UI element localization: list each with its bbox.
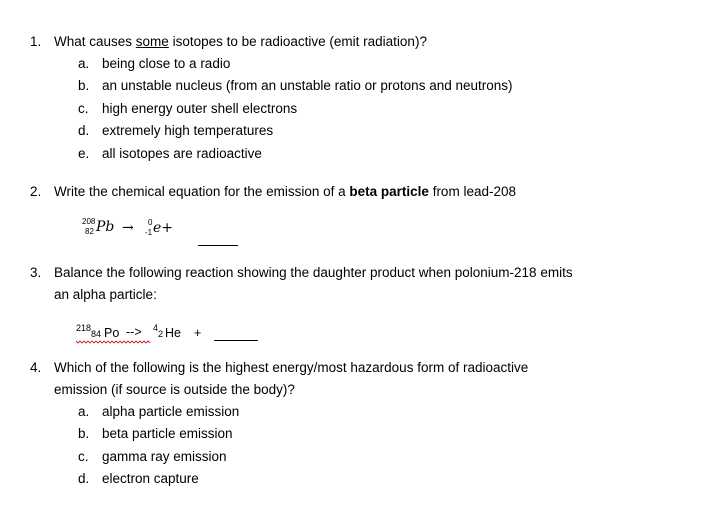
arrow-icon: --> — [126, 325, 142, 339]
question-text: What causes some isotopes to be radioactive (emit radiation)? — [54, 34, 427, 49]
he-symbol: He — [165, 326, 181, 340]
question-1 — [30, 31, 690, 165]
e-charge: -1 — [145, 228, 153, 237]
question-3-stem — [30, 262, 690, 284]
question-number: 2. — [30, 184, 42, 199]
option-b: b. beta particle emission — [78, 426, 233, 442]
option-a: a. being close to a radio — [78, 56, 231, 71]
option-c: c. high energy outer shell electrons — [78, 100, 298, 116]
e-mass-number: 0 — [148, 218, 153, 227]
plus-sign: + — [194, 326, 202, 340]
po-mass-number: 218 — [76, 323, 92, 333]
spellcheck-underline — [76, 340, 150, 344]
question-2-stem — [30, 181, 690, 203]
answer-blank[interactable] — [214, 340, 258, 341]
po-symbol: Po — [104, 326, 120, 340]
option-d: d. electron capture — [78, 471, 199, 487]
po-atomic-number: 84 — [91, 329, 102, 339]
question-4-stem — [30, 357, 690, 379]
pb-symbol: Pb — [96, 219, 115, 235]
question-text: Write the chemical equation for the emission of a beta particle from lead-208 — [54, 184, 516, 199]
he-atomic-number: 2 — [158, 329, 164, 339]
bold-term: beta particle — [349, 184, 429, 199]
question-3 — [30, 262, 690, 306]
question-1-stem — [30, 31, 690, 53]
option-e: e. all isotopes are radioactive — [78, 145, 262, 161]
option-c: c. gamma ray emission — [78, 448, 227, 464]
option-d: d. extremely high temperatures — [78, 123, 274, 139]
he-mass-number: 4 — [153, 323, 159, 333]
question-text: Balance the following reaction showing the daughter product when polonium-218 emits — [54, 265, 573, 280]
answer-blank[interactable] — [198, 245, 238, 246]
beta-decay-equation — [80, 216, 340, 246]
question-number: 4. — [30, 360, 42, 375]
underlined-word: some — [135, 34, 169, 49]
e-symbol: e+ — [153, 220, 174, 236]
arrow-icon: → — [122, 220, 134, 236]
question-text-continued: emission (if source is outside the body)? — [54, 382, 295, 397]
option-a: a. alpha particle emission — [78, 404, 240, 419]
question-number: 3. — [30, 265, 42, 280]
option-b: b. an unstable nucleus (from an unstable ratio or protons and neutrons) — [78, 78, 513, 94]
question-4 — [30, 357, 690, 491]
question-text-continued: an alpha particle: — [54, 287, 157, 302]
pb-atomic-number: 82 — [85, 227, 94, 236]
alpha-decay-equation — [76, 323, 336, 347]
pb-mass-number: 208 — [82, 217, 96, 226]
question-2 — [30, 181, 690, 203]
question-number: 1. — [30, 34, 42, 49]
question-text: Which of the following is the highest energy/most hazardous form of radioactive — [54, 360, 529, 375]
